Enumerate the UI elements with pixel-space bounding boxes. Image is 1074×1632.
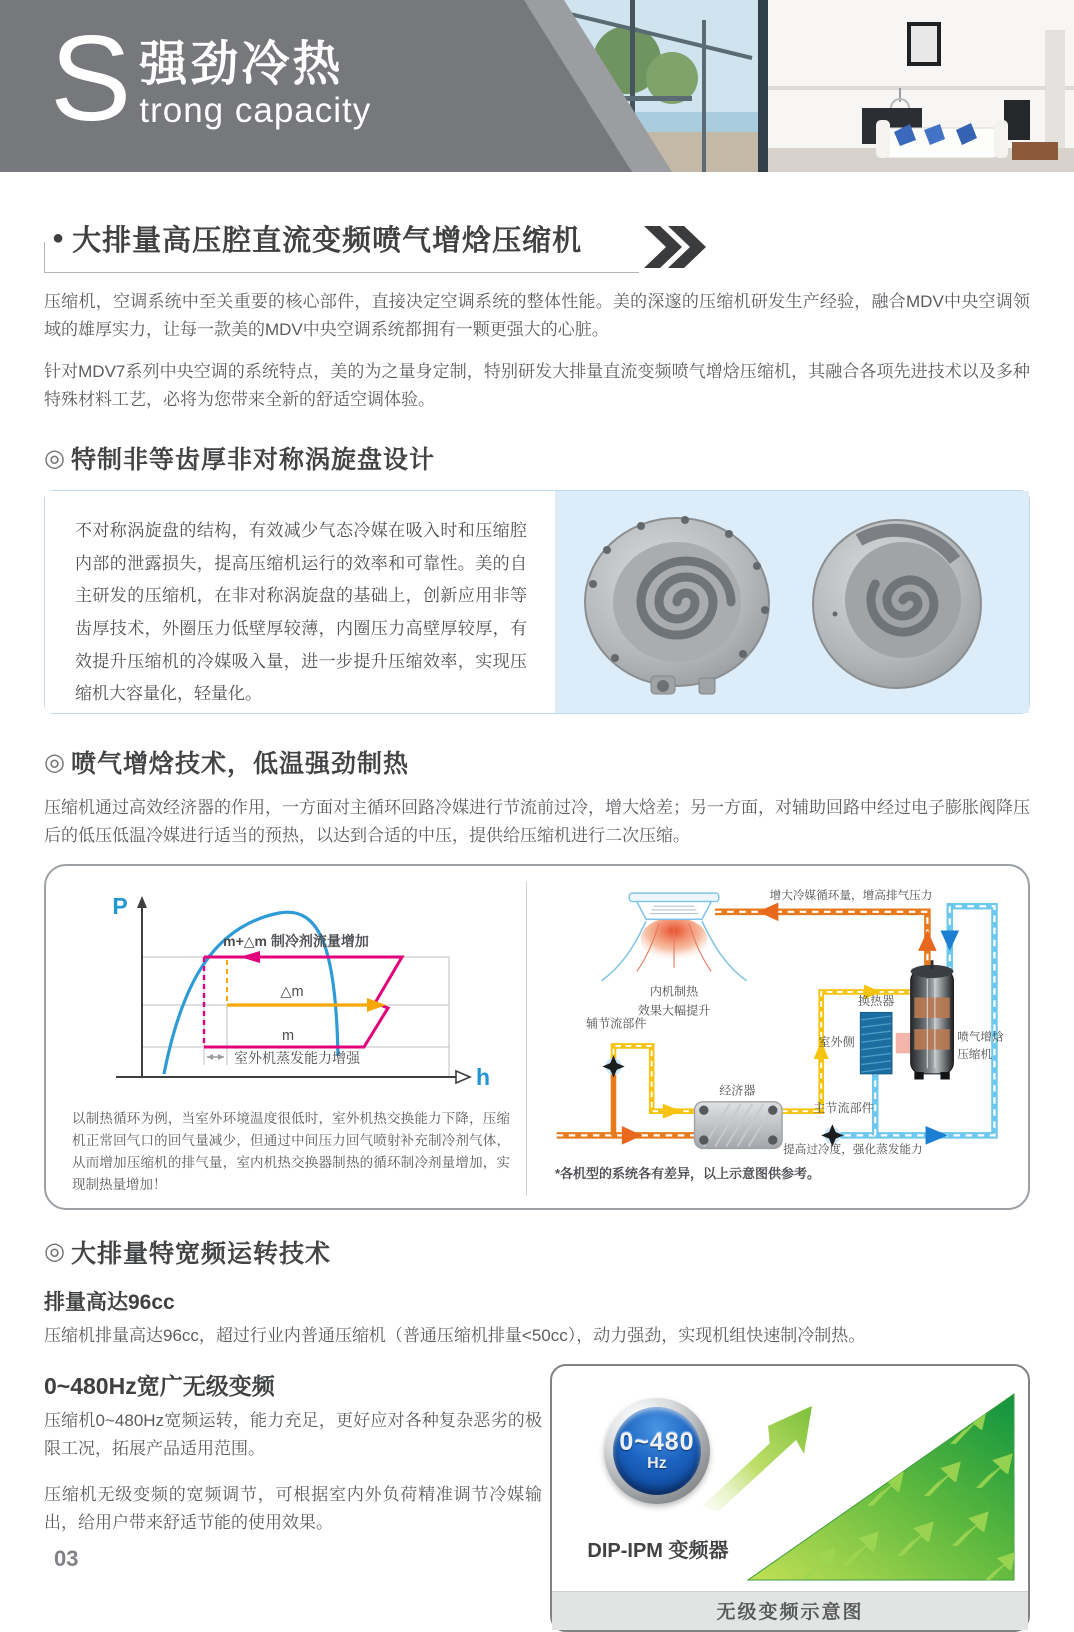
header-banner — [0, 0, 1074, 172]
ring-marker-icon: ◎ — [44, 1238, 65, 1266]
intro-paragraph-2: 针对MDV7系列中央空调的系统特点，美的为之量身定制，特别研发大排量直流变频喷气增焓压缩机，其融合各项先进技术以及多种特殊材料工艺，必将为您带来全新的舒适空调体验。 — [44, 362, 1030, 410]
aux-throttle-icon — [602, 1056, 624, 1078]
scroll-photo-panel — [555, 491, 1029, 713]
bullet-icon: ● — [52, 227, 65, 249]
schematic-comp-label-1: 喷气增焓 — [957, 1030, 1004, 1044]
banner-title-en: trong capacity — [139, 91, 372, 131]
schematic-subcool-label: 提高过冷度，强化蒸发能力 — [783, 1143, 923, 1157]
schematic-indoor-label-2: 效果大幅提升 — [637, 1003, 711, 1018]
ring-marker-icon: ◎ — [44, 748, 65, 776]
chart-x-axis-label: h — [476, 1064, 491, 1091]
chart-caption: 以制热循环为例，当室外环境温度很低时，室外机热交换能力下降，压缩机正常回气口的回气量减少，但通过中间压力回气喷射补充制冷剂气体，从而增加压缩机的排气量，室内机热交换器制热的循环制冷剂量增加，实现制热量增加！ — [72, 1111, 510, 1192]
banner-title — [50, 10, 372, 146]
chart-label-evap: 室外机蒸发能力增强 — [234, 1050, 360, 1067]
chart-label-mid: △m — [280, 984, 304, 1001]
schematic-pipe-label: 增大冷媒循环量，增高排气压力 — [769, 889, 933, 903]
freq-subheading: 0~480Hz宽广无级变频 — [44, 1372, 275, 1399]
freq-paragraph-1: 压缩机0~480Hz宽频运转，能力充足，更好应对各种复杂恶劣的极限工况，拓展产品适用范围。 — [44, 1410, 542, 1458]
freq-illustration-box — [550, 1364, 1030, 1632]
frequency-badge — [604, 1398, 710, 1504]
chart-label-bottom: m — [281, 1028, 295, 1045]
wide-heading-row — [44, 1234, 1030, 1270]
double-chevron-icon — [644, 226, 708, 273]
scroll-design-box — [44, 490, 1030, 714]
evi-intro: 压缩机通过高效经济器的作用，一方面对主循环回路冷媒进行节流前过冷，增大焓差；另一方面，对辅助回路中经过电子膨胀阀降压后的低压低温冷媒进行适当的预热，以达到合适的中压，提供给压缩机进行二次压缩。 — [44, 798, 1030, 846]
system-schematic-panel — [527, 882, 1010, 1195]
system-schematic — [543, 882, 1010, 1157]
ph-chart-panel — [64, 882, 527, 1195]
banner-initial: S — [50, 10, 132, 146]
schematic-comp-label-2: 压缩机 — [957, 1048, 993, 1062]
schematic-footnote: *各机型的系统各有差异，以上示意图供参考。 — [555, 1166, 821, 1182]
ring-marker-icon: ◎ — [44, 444, 65, 472]
evi-heading: 喷气增焓技术，低温强劲制热 — [70, 750, 409, 779]
schematic-outdoor-label: 室外侧 — [818, 1035, 855, 1050]
wide-heading: 大排量特宽频运转技术 — [70, 1239, 331, 1268]
page-number: 03 — [54, 1546, 79, 1571]
schematic-econ-label: 经济器 — [719, 1083, 756, 1098]
schematic-indoor-label-1: 内机制热 — [649, 984, 699, 999]
intro-paragraph-1: 压缩机，空调系统中至关重要的核心部件，直接决定空调系统的整体性能。美的深邃的压缩机研发生产经验，融合MDV中央空调领域的雄厚实力，让每一款美的MDV中央空调系统都拥有一颗更强大的心脏。 — [44, 292, 1030, 340]
freq-paragraph-2: 压缩机无级变频的宽频调节，可根据室内外负荷精准调节冷媒输出，给用户带来舒适节能的使用效果。 — [44, 1484, 542, 1532]
chart-label-top: m+△m 制冷剂流量增加 — [223, 933, 369, 950]
scroll-heading: 特制非等齿厚非对称涡旋盘设计 — [70, 446, 435, 475]
displacement-paragraph: 压缩机排量高达96cc，超过行业内普通压缩机（普通压缩机排量<50cc），动力强劲，实现机组快速制冷制热。 — [44, 1325, 866, 1345]
evi-diagram-box — [44, 864, 1030, 1209]
section1-header — [44, 218, 1030, 274]
scroll-discs-image — [557, 502, 1027, 702]
freq-caption-bar — [552, 1591, 1028, 1630]
displacement-subheading: 排量高达96cc — [44, 1290, 175, 1314]
banner-title-zh: 强劲冷热 — [139, 37, 344, 91]
evi-heading-row — [44, 744, 1030, 780]
ph-chart — [64, 882, 494, 1097]
inverter-label: DIP-IPM 变频器 — [587, 1539, 729, 1562]
schematic-hx-label: 换热器 — [858, 994, 895, 1009]
freq-caption-text: 无级变频示意图 — [716, 1602, 864, 1624]
chart-y-axis-label: P — [112, 893, 128, 920]
badge-range-text: 0~480 — [619, 1428, 695, 1457]
badge-unit-text: Hz — [647, 1455, 667, 1473]
scroll-heading-row — [44, 440, 1030, 476]
scroll-body-text: 不对称涡旋盘的结构，有效减少气态冷媒在吸入时和压缩腔内部的泄露损失，提高压缩机运行的效率和可靠性。美的自主研发的压缩机，在非对称涡旋盘的基础上，创新应用非等齿厚技术，外圈压力低壁厚较薄，内圈压力高壁厚较厚，有效提升压缩机的冷媒吸入量，进一步提升压缩效率，实现压缩机大容量化，轻量化。 — [75, 521, 527, 704]
schematic-aux-label: 辅节流部件 — [586, 1016, 647, 1031]
schematic-main-label: 主节流部件 — [813, 1101, 874, 1116]
section1-title: 大排量高压腔直流变频喷气增焓压缩机 — [72, 225, 583, 257]
